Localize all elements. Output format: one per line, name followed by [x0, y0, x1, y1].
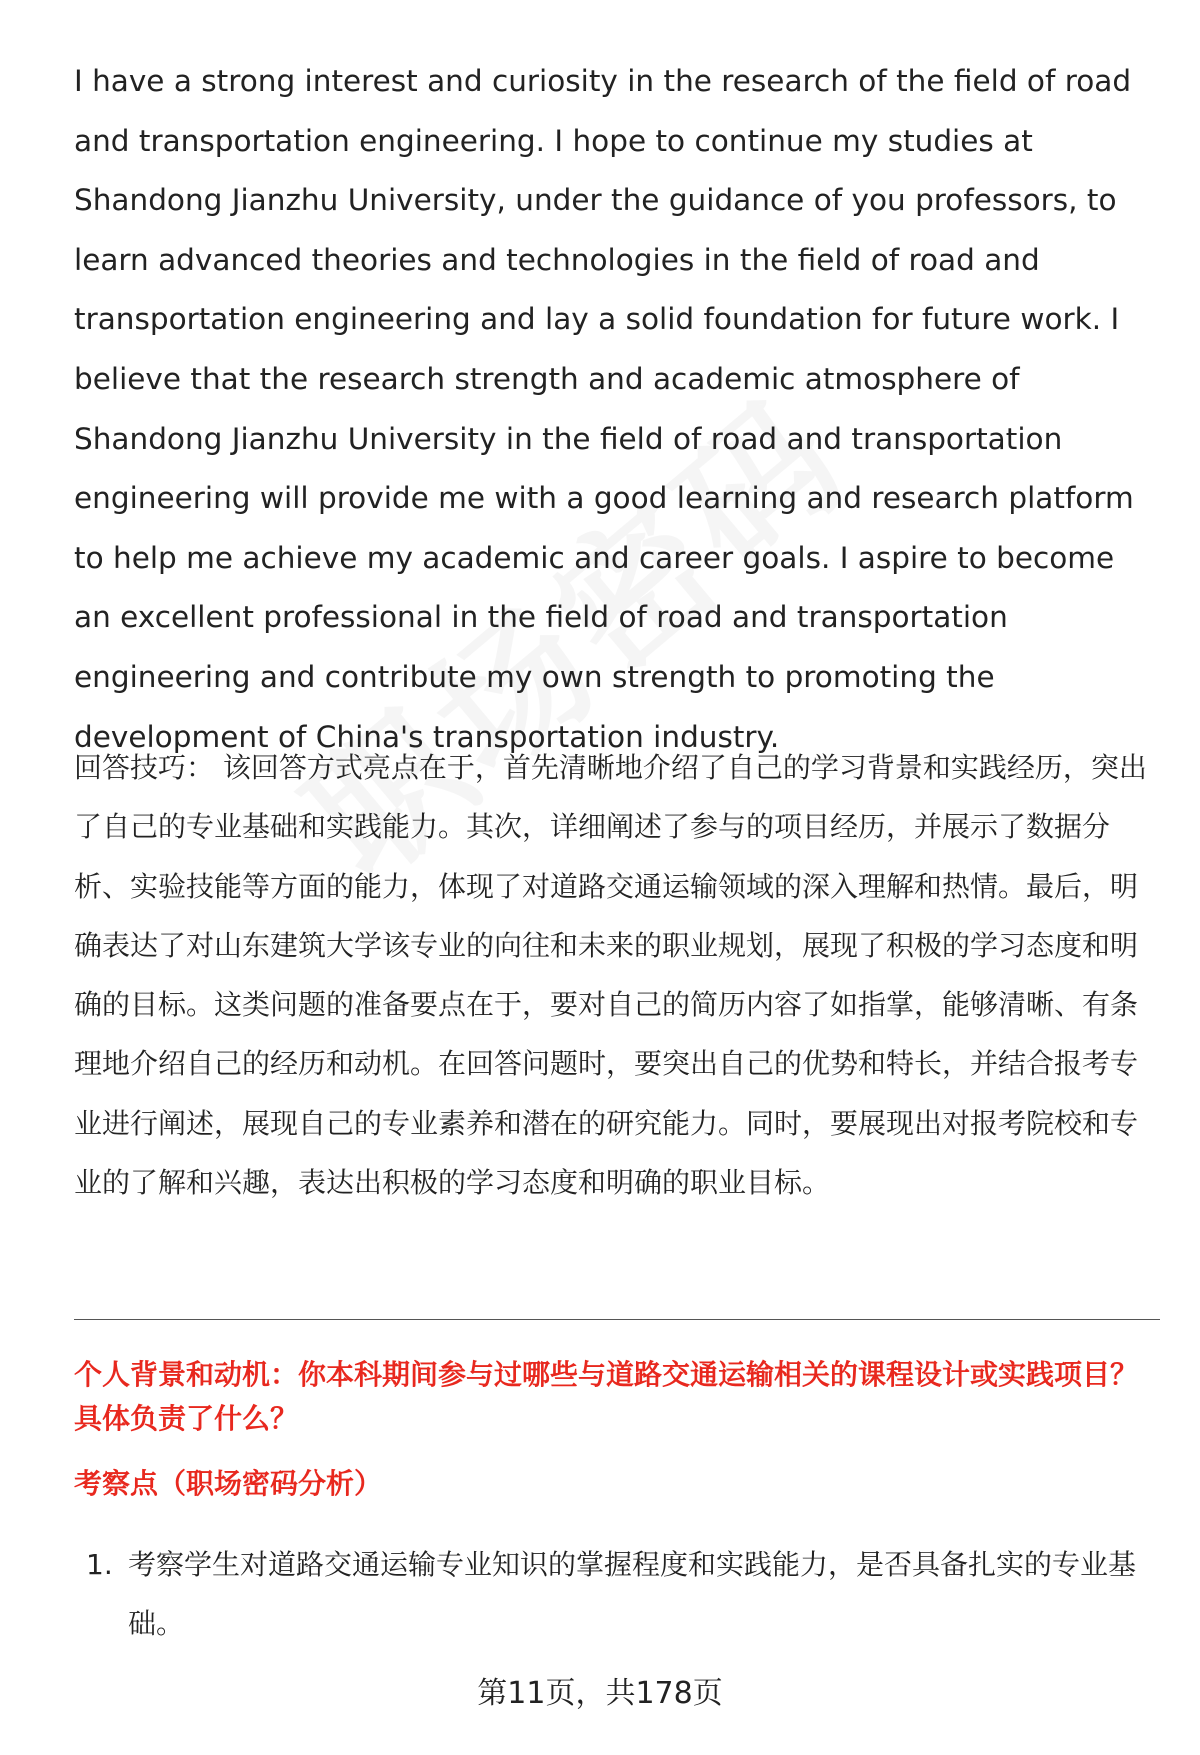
answer-tips-paragraph: 回答技巧： 该回答方式亮点在于，首先清晰地介绍了自己的学习背景和实践经历，突出了自己的专业基础和实践能力。其次，详细阐述了参与的项目经历，并展示了数据分析、实验技能等方面的能力，体现了对道路交通运输领域的深入理解和热情。最后，明确表达了对山东建筑大学该专业的向往和未来的职业规划，展现了积极的学习态度和明确的目标。这类问题的准备要点在于，要对自己的简历内容了如指掌，能够清晰、有条理地介绍自己的经历和动机。在回答问题时，要突出自己的优势和特长，并结合报考专业进行阐述，展现自己的专业素养和潜在的研究能力。同时，要展现出对报考院校和专业的了解和兴趣，表达出积极的学习态度和明确的职业目标。	[74, 751, 1147, 1200]
list-item	[74, 1535, 1160, 1653]
list-item-text: 考察学生对道路交通运输专业知识的掌握程度和实践能力，是否具备扎实的专业基础。	[128, 1548, 1137, 1640]
section-divider	[74, 1319, 1160, 1320]
assessment-points-list	[74, 1535, 1160, 1653]
english-answer-paragraph: I have a strong interest and curiosity in the research of the field of road and transportation engineering. I hope to continue my studies at Shandong Jianzhu University, under the guidance of you professors, to learn advanced theories and technologies in the field of road and transportation engineering and lay a solid foundation for future work. I believe that the research strength and academic atmosphere of Shandong Jianzhu University in the field of road and transportation engineering will provide me with a good learning and research platform to help me achieve my academic and career goals. I aspire to become an excellent professional in the field of road and transportation engineering and contribute my own strength to promoting the development of China's transportation industry.	[74, 64, 1134, 754]
section-title: 考察点（职场密码分析）	[74, 1467, 383, 1500]
question-heading: 个人背景和动机：你本科期间参与过哪些与道路交通运输相关的课程设计或实践项目？具体负责了什么？	[74, 1358, 1139, 1435]
page-number-footer: 第11页，共178页	[477, 1676, 723, 1711]
list-item-number: 1.	[86, 1548, 113, 1581]
